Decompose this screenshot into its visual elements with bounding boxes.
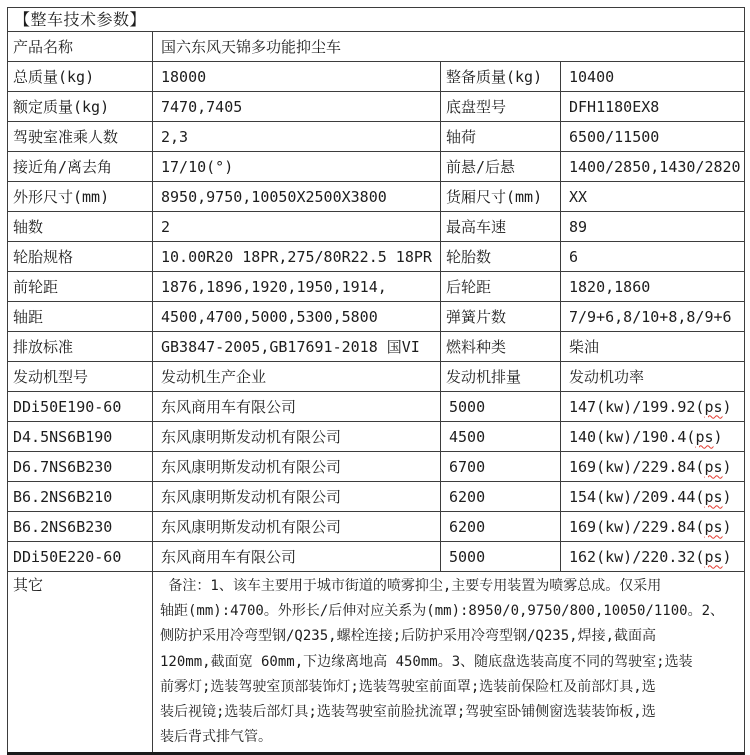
engine-manufacturer: 东风商用车有限公司 (153, 542, 441, 572)
spec-label: 弹簧片数 (441, 302, 561, 332)
engine-power: 147(kw)/199.92(ps) (561, 392, 745, 422)
engine-power: 169(kw)/229.84(ps) (561, 512, 745, 542)
table-row-other (8, 572, 745, 754)
spec-value: 1820,1860 (561, 272, 745, 302)
table-row (8, 212, 745, 242)
engine-model: D6.7NS6B230 (8, 452, 153, 482)
engine-manufacturer: 东风康明斯发动机有限公司 (153, 452, 441, 482)
engine-row (8, 512, 745, 542)
table-row (8, 152, 745, 182)
remark-line: 轴距(mm):4700。外形长/后伸对应关系为(mm):8950/0,9750/800,10050/1100。2、 (160, 603, 725, 620)
engine-displacement: 5000 (441, 542, 561, 572)
spec-label: 整备质量(kg) (441, 62, 561, 92)
remarks-cell (153, 572, 745, 754)
spec-label: 排放标准 (8, 332, 153, 362)
engine-manufacturer: 东风商用车有限公司 (153, 392, 441, 422)
remark-line: 侧防护采用冷弯型钢/Q235,螺栓连接;后防护采用冷弯型钢/Q235,焊接,截面高 (160, 628, 657, 645)
spec-value: DFH1180EX8 (561, 92, 745, 122)
table-row (8, 242, 745, 272)
engine-header-power: 发动机功率 (561, 362, 745, 392)
engine-displacement: 6200 (441, 512, 561, 542)
other-label: 其它 (8, 572, 153, 754)
spec-label: 后轮距 (441, 272, 561, 302)
engine-power: 162(kw)/220.32(ps) (561, 542, 745, 572)
remark-line: 装后背式排气管。 (160, 729, 272, 746)
engine-manufacturer: 东风康明斯发动机有限公司 (153, 512, 441, 542)
spec-value: 1400/2850,1430/2820 (561, 152, 745, 182)
spec-value: GB3847-2005,GB17691-2018 国VI (153, 332, 441, 362)
engine-displacement: 6200 (441, 482, 561, 512)
spec-label: 燃料种类 (441, 332, 561, 362)
engine-model: DDi50E190-60 (8, 392, 153, 422)
spec-label: 轴荷 (441, 122, 561, 152)
table-row (8, 182, 745, 212)
spec-label: 轮胎数 (441, 242, 561, 272)
table-row (8, 332, 745, 362)
engine-manufacturer: 东风康明斯发动机有限公司 (153, 482, 441, 512)
engine-header-model: 发动机型号 (8, 362, 153, 392)
remark-line: 装后视镜;选装后部灯具;选装驾驶室前脸扰流罩;驾驶室卧铺侧窗选装装饰板,选 (160, 704, 656, 721)
spec-value: 89 (561, 212, 745, 242)
remark-line: 120mm,截面宽 60mm,下边缘离地高 450mm。3、随底盘选装高度不同的驾驶室;选装 (160, 653, 693, 670)
spec-value: 10.00R20 18PR,275/80R22.5 18PR (153, 242, 441, 272)
engine-displacement: 4500 (441, 422, 561, 452)
spec-label: 轮胎规格 (8, 242, 153, 272)
table-row (8, 92, 745, 122)
spec-label: 驾驶室准乘人数 (8, 122, 153, 152)
spec-sheet (7, 7, 745, 755)
engine-row (8, 452, 745, 482)
table-row (8, 302, 745, 332)
spec-value: 6500/11500 (561, 122, 745, 152)
table-row-engine-header (8, 362, 745, 392)
spec-label: 接近角/离去角 (8, 152, 153, 182)
spec-label: 轴距 (8, 302, 153, 332)
engine-power: 140(kw)/190.4(ps) (561, 422, 745, 452)
table-row (8, 62, 745, 92)
engine-header-displacement: 发动机排量 (441, 362, 561, 392)
spec-label: 外形尺寸(mm) (8, 182, 153, 212)
engine-displacement: 5000 (441, 392, 561, 422)
engine-header-manufacturer: 发动机生产企业 (153, 362, 441, 392)
spec-label: 最高车速 (441, 212, 561, 242)
table-row-title (8, 8, 745, 32)
spec-value: 4500,4700,5000,5300,5800 (153, 302, 441, 332)
engine-row (8, 482, 745, 512)
table-row-product-name (8, 32, 745, 62)
spec-value: 国六东风天锦多功能抑尘车 (153, 32, 745, 62)
table-row (8, 272, 745, 302)
engine-model: B6.2NS6B230 (8, 512, 153, 542)
spec-value: 10400 (561, 62, 745, 92)
remark-line: 前雾灯;选装驾驶室顶部装饰灯;选装驾驶室前面罩;选装前保险杠及前部灯具,选 (160, 678, 656, 695)
engine-row (8, 542, 745, 572)
spec-label: 底盘型号 (441, 92, 561, 122)
spec-value: 17/10(°) (153, 152, 441, 182)
spec-value: 18000 (153, 62, 441, 92)
spec-value: 柴油 (561, 332, 745, 362)
spec-label: 货厢尺寸(mm) (441, 182, 561, 212)
spec-label: 轴数 (8, 212, 153, 242)
spec-value: XX (561, 182, 745, 212)
engine-manufacturer: 东风康明斯发动机有限公司 (153, 422, 441, 452)
spec-value: 2,3 (153, 122, 441, 152)
spec-value: 7470,7405 (153, 92, 441, 122)
spec-label: 总质量(kg) (8, 62, 153, 92)
spec-value: 2 (153, 212, 441, 242)
spec-label: 额定质量(kg) (8, 92, 153, 122)
engine-power: 169(kw)/229.84(ps) (561, 452, 745, 482)
spec-label: 前悬/后悬 (441, 152, 561, 182)
remark-line: 备注：1、该车主要用于城市街道的喷雾抑尘,主要专用装置为喷雾总成。仅采用 (160, 578, 662, 594)
vehicle-spec-table (7, 7, 745, 755)
spec-value: 1876,1896,1920,1950,1914, (153, 272, 441, 302)
engine-row (8, 422, 745, 452)
engine-power: 154(kw)/209.44(ps) (561, 482, 745, 512)
engine-row (8, 392, 745, 422)
engine-model: D4.5NS6B190 (8, 422, 153, 452)
table-row (8, 122, 745, 152)
engine-model: B6.2NS6B210 (8, 482, 153, 512)
spec-value: 7/9+6,8/10+8,8/9+6 (561, 302, 745, 332)
spec-label: 前轮距 (8, 272, 153, 302)
engine-model: DDi50E220-60 (8, 542, 153, 572)
spec-value: 6 (561, 242, 745, 272)
section-title: 【整车技术参数】 (8, 8, 745, 32)
engine-displacement: 6700 (441, 452, 561, 482)
spec-label: 产品名称 (8, 32, 153, 62)
spec-value: 8950,9750,10050X2500X3800 (153, 182, 441, 212)
